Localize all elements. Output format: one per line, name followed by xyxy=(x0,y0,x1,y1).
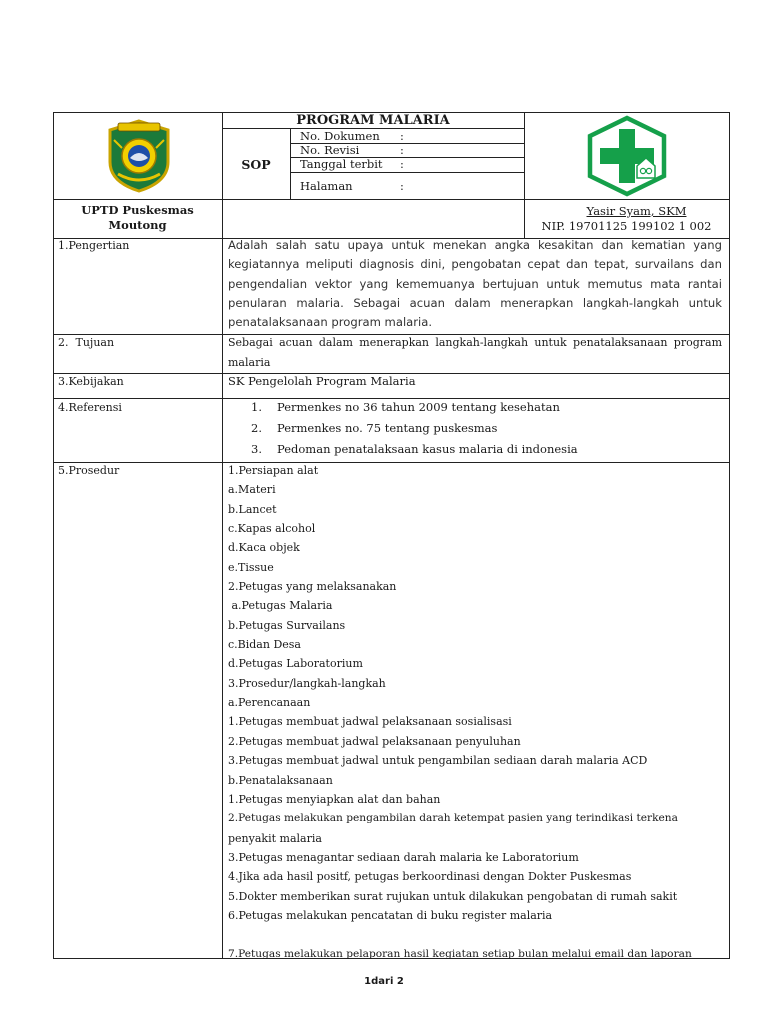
list-item: 1.Persiapan alat xyxy=(228,464,319,477)
field-label: No. Revisi xyxy=(300,143,360,157)
field-label: No. Dokumen xyxy=(300,129,380,143)
list-item-text: Permenkes no 36 tahun 2009 tentang kesehatan xyxy=(277,400,560,414)
section-label-tujuan: 2. Tujuan xyxy=(58,336,115,349)
section-label-referensi: 4.Referensi xyxy=(58,401,122,414)
field-separator: : xyxy=(400,143,404,157)
list-item: 6.Petugas melakukan pencatatan di buku register malaria xyxy=(228,908,553,922)
section-text-pengertian: Adalah salah satu upaya untuk menekan angka kesakitan dan kematian yang kegiatannya meliputi diagnosis dini, pengobatan cepat dan tepat, survailans dan pengendalian vektor yang kememuanya bertujuan untuk memutus mata rantai penularan malaria. Sebagai acuan dalam menerapkan langkah-langkah untuk penatalaksanaan program malaria. xyxy=(228,238,722,330)
document-title: PROGRAM MALARIA xyxy=(296,113,450,128)
list-item-number: 2. xyxy=(251,421,262,435)
list-item: a.Materi xyxy=(228,483,276,497)
org-location-line: Moutong xyxy=(108,218,167,232)
list-item: c.Kapas alcohol xyxy=(228,522,316,536)
list-item: 1.Petugas membuat jadwal pelaksanaan sosialisasi xyxy=(228,715,512,729)
list-item: 2.Petugas melakukan pengambilan darah ketempat pasien yang terindikasi terkena xyxy=(228,812,678,825)
list-item: 3.Petugas menagantar sediaan darah malaria ke Laboratorium xyxy=(228,850,579,864)
list-item: 4.Jika ada hasil positf, petugas berkoordinasi dengan Dokter Puskesmas xyxy=(228,870,632,884)
list-item-number: 1. xyxy=(251,400,262,414)
list-item: d.Kaca objek xyxy=(228,541,300,555)
list-item: c.Bidan Desa xyxy=(228,638,301,652)
list-item: 1.Petugas menyiapkan alat dan bahan xyxy=(228,792,441,806)
section-label-pengertian: 1.Pengertian xyxy=(58,239,130,252)
signer-nip: NIP. 19701125 199102 1 002 xyxy=(541,219,712,233)
sop-label: SOP xyxy=(241,157,271,172)
field-separator: : xyxy=(400,179,404,193)
list-item: 5.Dokter memberikan surat rujukan untuk dilakukan pengobatan di rumah sakit xyxy=(228,889,678,903)
field-separator: : xyxy=(400,157,404,171)
list-item xyxy=(228,925,726,944)
list-item: e.Tissue xyxy=(228,560,274,574)
signer-name: Yasir Syam, SKM xyxy=(586,204,687,218)
org-name xyxy=(53,203,222,233)
list-item: 3.Petugas membuat jadwal untuk pengambilan sediaan darah malaria ACD xyxy=(228,754,648,768)
list-item: a.Petugas Malaria xyxy=(228,599,333,613)
list-item: 7.Petugas melakukan pelaporan hasil kegiatan setiap bulan melalui email dan laporan xyxy=(228,947,692,960)
list-item: 3.Prosedur/langkah-langkah xyxy=(228,676,386,690)
section-label-prosedur: 5.Prosedur xyxy=(58,464,120,477)
list-item: b.Lancet xyxy=(228,502,277,516)
list-item: 2.Petugas yang melaksanakan xyxy=(228,580,397,594)
health-cross-icon xyxy=(583,114,671,198)
list-item-number: 3. xyxy=(251,442,262,456)
prosedur-lines xyxy=(228,461,726,964)
field-separator: : xyxy=(400,129,404,143)
regency-emblem-icon xyxy=(104,118,174,194)
page-number: 1dari 2 xyxy=(364,976,404,987)
section-label-kebijakan: 3.Kebijakan xyxy=(58,375,124,388)
field-label: Tanggal terbit xyxy=(300,157,383,171)
list-item: a.Perencanaan xyxy=(228,696,311,710)
list-item: penyakit malaria xyxy=(228,831,322,845)
list-item: d.Petugas Laboratorium xyxy=(228,657,363,671)
list-item: b.Penatalaksanaan xyxy=(228,773,333,787)
list-item-text: Permenkes no. 75 tentang puskesmas xyxy=(277,421,498,435)
list-item: b.Petugas Survailans xyxy=(228,618,346,632)
field-label: Halaman xyxy=(300,179,353,193)
list-item: 2.Petugas membuat jadwal pelaksanaan penyuluhan xyxy=(228,734,521,748)
list-item-text: Pedoman penatalaksaan kasus malaria di indonesia xyxy=(277,442,578,456)
section-text-tujuan: Sebagai acuan dalam menerapkan langkah-langkah untuk penatalaksanaan program malaria xyxy=(228,336,722,369)
signer-block xyxy=(524,204,729,234)
section-text-kebijakan: SK Pengelolah Program Malaria xyxy=(228,374,416,388)
org-name-line: UPTD Puskesmas xyxy=(81,203,194,217)
